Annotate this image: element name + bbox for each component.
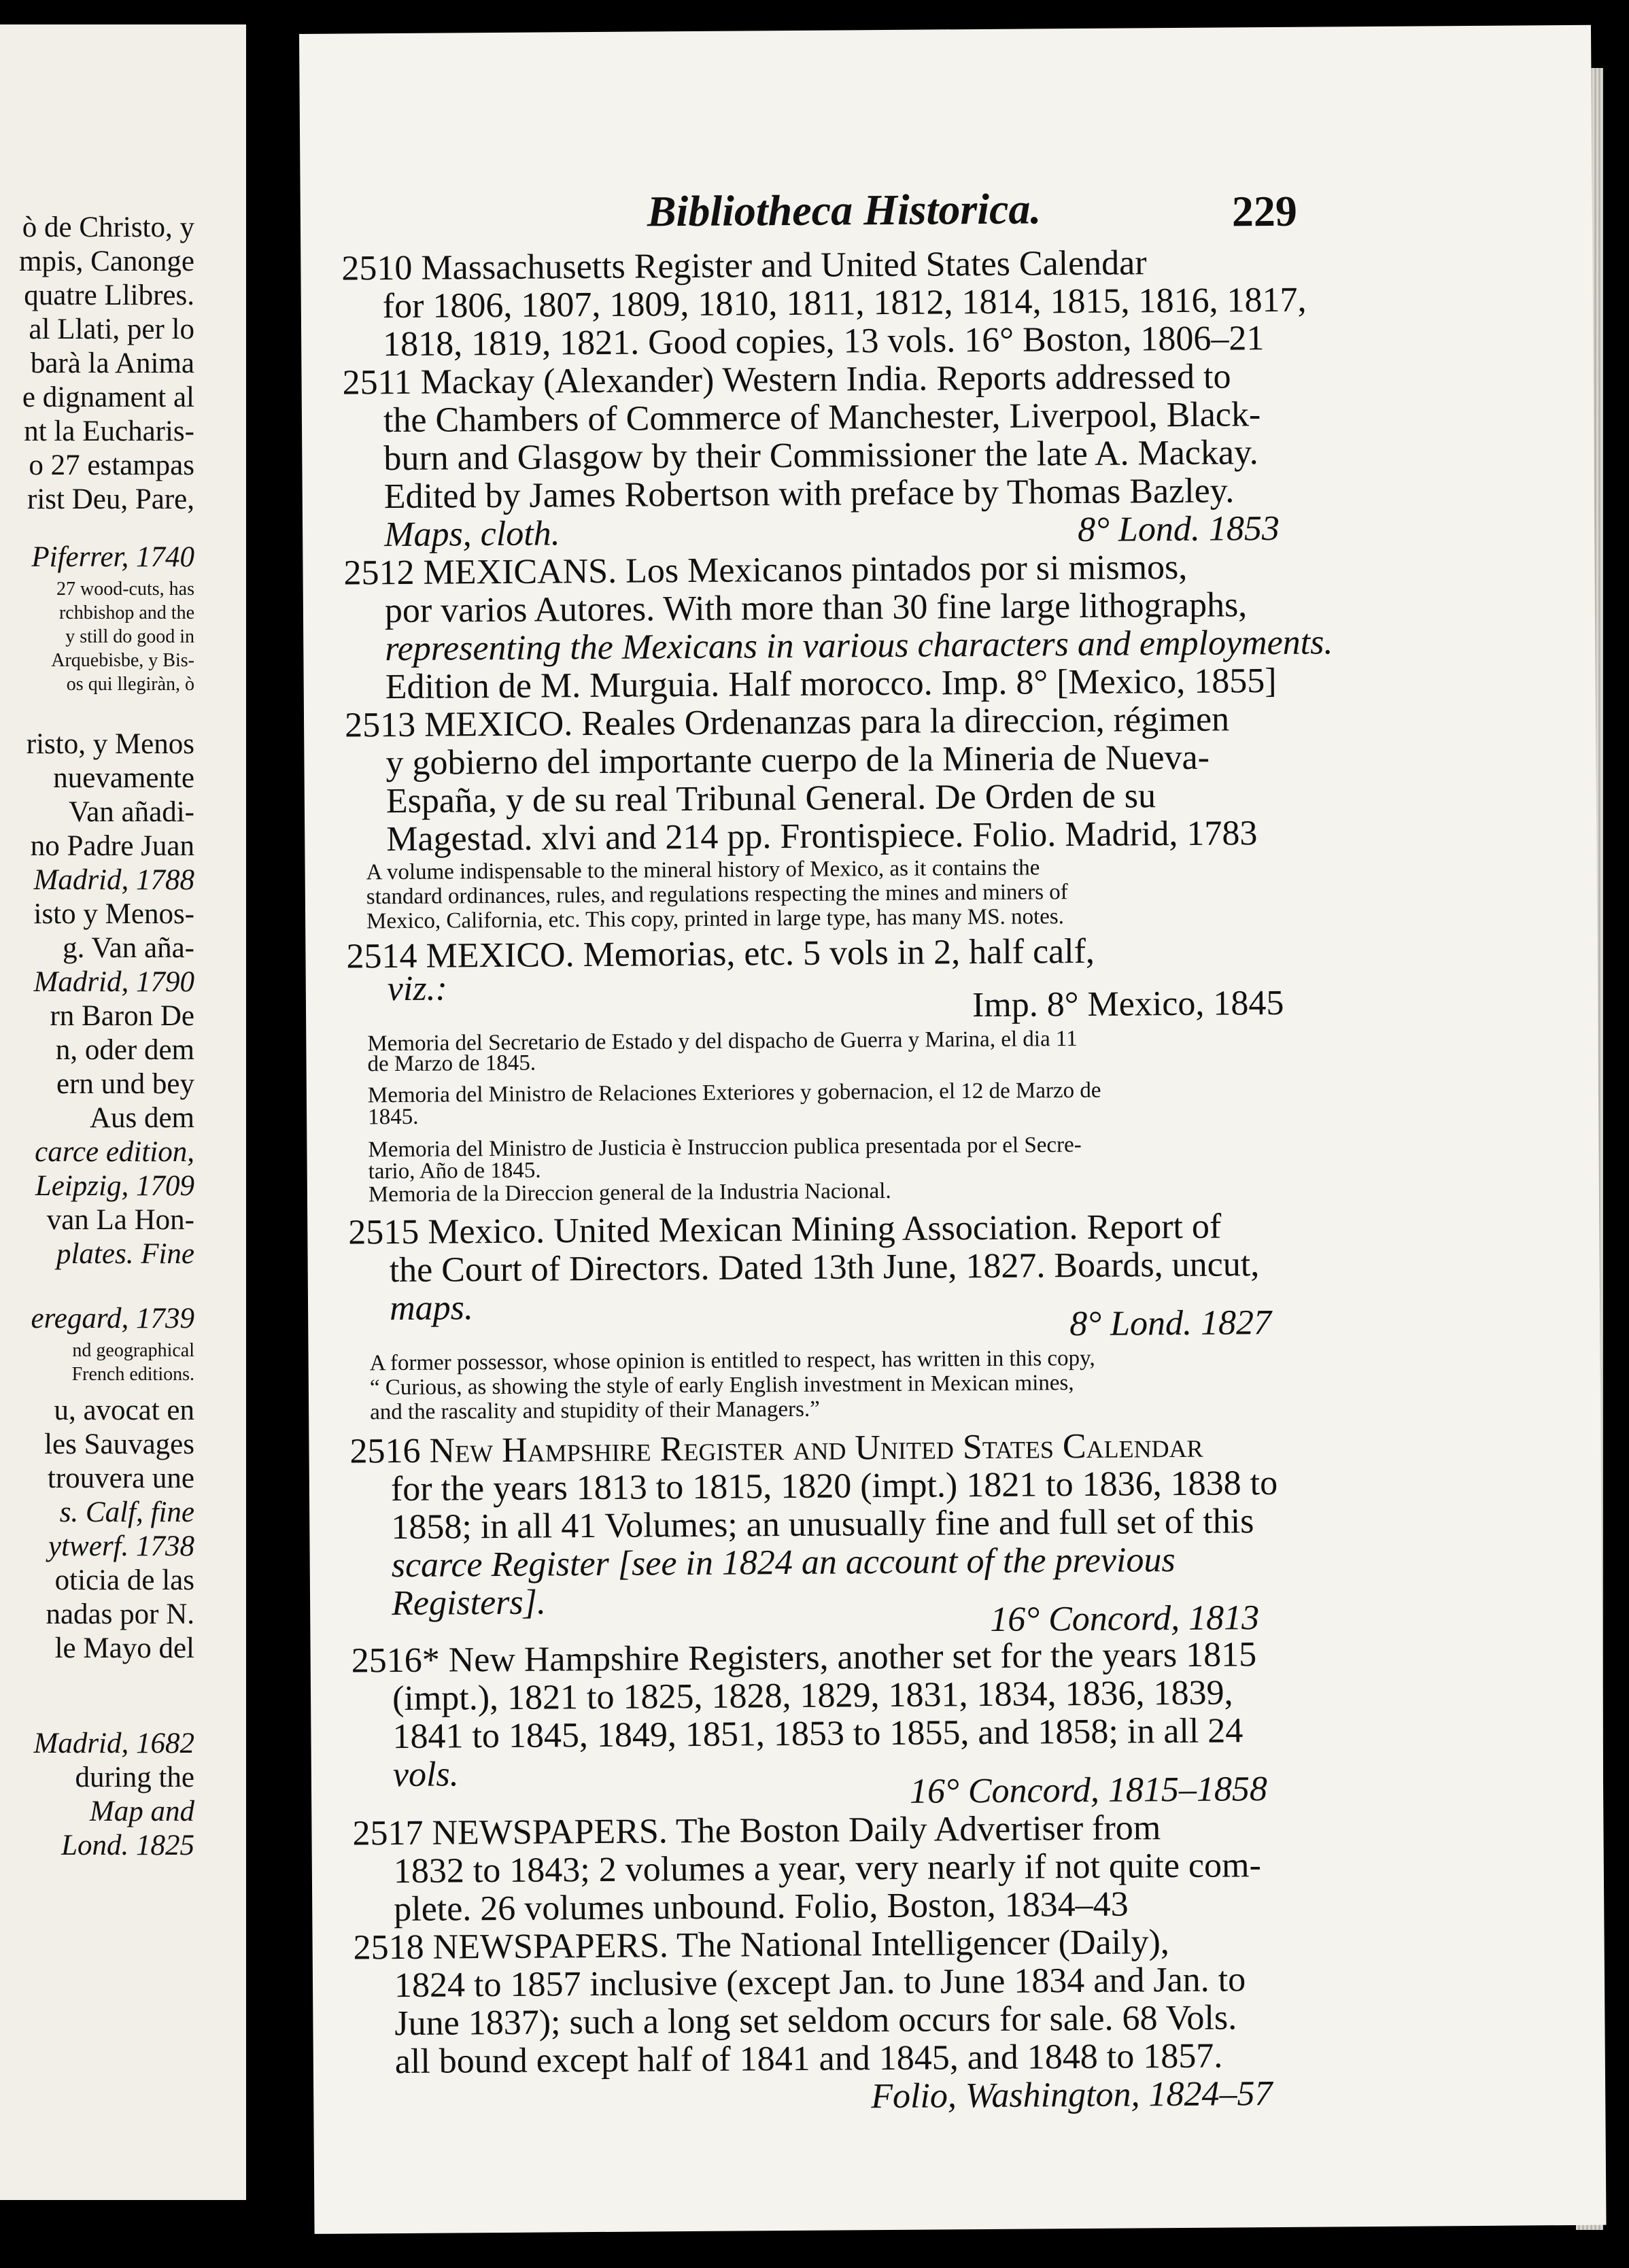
entry-line: (impt.), 1821 to 1825, 1828, 1829, 1831, 1834, 1836, 1839, [392,1673,1233,1719]
entry-note-line: Memoria del Ministro de Relaciones Exteriores y gobernacion, el 12 de Marzo de [367,1078,1101,1108]
left-line: y still do good in [65,626,194,647]
entry-line: plete. 26 volumes unbound. Folio, Boston, 1834–43 [394,1885,1129,1929]
left-line: rchbishop and the [58,602,194,623]
left-line: oticia de las [54,1564,194,1596]
left-line: trouvera une [47,1462,194,1494]
left-line: isto y Menos- [33,898,194,930]
left-line: Madrid, 1790 [33,966,194,998]
left-line: nd geographical [72,1340,194,1361]
left-line: nt la Eucharis- [24,415,194,447]
left-line: Madrid, 1788 [33,864,194,896]
entry-line: 2516* New Hampshire Registers, another set for the years 1815 [351,1635,1257,1681]
entry-note-line: Mexico, California, etc. This copy, printed in large type, has many MS. notes. [366,904,1065,934]
entry-line: Folio, Washington, 1824–57 [871,2074,1273,2116]
entry-line: por varios Autores. With more than 30 fine large lithographs, [384,585,1248,631]
entry-line: Imp. 8° Mexico, 1845 [972,983,1284,1025]
entry-note-line: A former possessor, whose opinion is entitled to respect, has written in this copy, [369,1345,1095,1376]
left-line: ò de Christo, y [22,211,194,243]
left-line: o 27 estampas [29,449,194,481]
left-line: al Llati, per lo [29,313,194,345]
right-page [299,25,1607,2234]
entry-line: 2514 MEXICO. Memorias, etc. 5 vols in 2, half calf, [346,931,1095,976]
entry-line: 2511 Mackay (Alexander) Western India. Reports addressed to [342,357,1231,402]
left-line: Van añadi- [68,796,194,828]
entry-line: for 1806, 1807, 1809, 1810, 1811, 1812, 1814, 1815, 1816, 1817, [382,280,1307,326]
left-line: ytwerf. 1738 [48,1530,194,1562]
entry-line: Edition de M. Murguia. Half morocco. Imp. 8° [Mexico, 1855] [385,661,1277,707]
entry-line: España, y de su real Tribunal General. De Orden de su [385,776,1156,821]
entry-line: 2515 Mexico. United Mexican Mining Association. Report of [348,1207,1222,1252]
left-line: rn Baron De [50,1000,194,1032]
left-line: Arquebisbe, y Bis- [51,650,194,671]
left-page-fragment [0,24,248,2200]
entry-line: 1858; in all 41 Volumes; an unusually fine and full set of this [391,1502,1254,1547]
left-line: plates. Fine [56,1238,194,1270]
entry-line: Registers]. [391,1583,547,1623]
left-line: Piferrer, 1740 [31,541,194,573]
left-line: risto, y Menos [26,728,194,760]
left-line: ern und bey [56,1068,194,1100]
catalogue-entries [341,243,1333,2116]
entry-note-line: Memoria de la Direccion general de la Industria Nacional. [368,1178,891,1207]
left-line: quatre Llibres. [24,279,194,311]
entry-line: 2512 MEXICANS. Los Mexicanos pintados por si mismos, [343,547,1188,593]
left-line: g. Van aña- [63,932,194,964]
left-line: Madrid, 1682 [33,1728,194,1759]
entry-line: 1832 to 1843; 2 volumes a year, very nearly if not quite com- [393,1846,1261,1891]
entry-line: 2510 Massachusetts Register and United States Calendar [341,243,1147,288]
entry-line: all bound except half of 1841 and 1845, and 1848 to 1857. [394,2036,1223,2082]
entry-note-line: “ Curious, as showing the style of early English investment in Mexican mines, [369,1371,1074,1401]
left-line: van La Hon- [46,1204,194,1236]
page-header [301,180,1593,243]
entry-line: Magestad. xlvi and 214 pp. Frontispiece. Folio. Madrid, 1783 [386,814,1258,859]
entry-line: 8° Lond. 1827 [1069,1303,1272,1344]
entry-note-line: Memoria del Secretario de Estado y del dispacho de Guerra y Marina, el dia 11 [367,1027,1078,1056]
left-line: no Padre Juan [30,830,194,862]
left-line: os qui llegiràn, ò [66,674,194,695]
left-line: nuevamente [53,762,194,794]
left-line: Map and [89,1796,194,1827]
entry-line: June 1837); such a long set seldom occurs for sale. 68 Vols. [394,1998,1237,2044]
entry-line: Edited by James Robertson with preface by Thomas Bazley. [383,471,1235,517]
entry-note-line: A volume indispensable to the mineral history of Mexico, as it contains the [366,855,1040,885]
left-line: rist Deu, Pare, [27,483,194,515]
left-line: French editions. [71,1364,194,1385]
entry-line: 2516 New Hampshire Register and United States Calendar [349,1426,1203,1471]
entry-note-line: standard ordinances, rules, and regulations respecting the mines and miners of [366,880,1068,910]
entry-note-line: and the rascality and stupidity of their Managers.” [370,1396,820,1425]
entry-line: 2518 NEWSPAPERS. The National Intelligencer (Daily), [353,1923,1169,1968]
entry-line: for the years 1813 to 1815, 1820 (impt.) 1821 to 1836, 1838 to [390,1464,1278,1509]
left-line: s. Calf, fine [59,1496,194,1528]
left-line: nadas por N. [46,1598,194,1630]
entry-line: 2513 MEXICO. Reales Ordenanzas para la direccion, régimen [344,700,1230,745]
page-number: 229 [1231,186,1298,236]
entry-line: 2517 NEWSPAPERS. The Boston Daily Advertiser from [352,1808,1161,1853]
entry-note-line: de Marzo de 1845. [367,1050,536,1077]
left-line: during the [75,1762,194,1793]
entry-note-line: Memoria del Ministro de Justicia è Instruccion publica presentada por el Secre- [368,1133,1082,1163]
left-line: e dignament al [22,381,194,413]
entry-line: scarce Register [see in 1824 an account of the previous [391,1541,1176,1585]
entry-line: 8° Lond. 1853 [1077,509,1280,550]
left-line: les Sauvages [44,1428,194,1460]
entry-line: viz.: [387,969,448,1009]
running-title: Bibliotheca Historica. [647,184,1042,236]
entry-line: maps. [389,1288,474,1328]
entry-line: Maps, cloth. [383,514,560,555]
book-gutter [246,0,301,2268]
left-line: u, avocat en [54,1394,194,1426]
left-line: n, oder dem [55,1034,194,1066]
left-line: barà la Anima [30,347,194,379]
left-line: le Mayo del [54,1632,194,1664]
entry-line: 16° Concord, 1813 [990,1598,1260,1639]
left-line: 27 wood-cuts, has [56,579,194,600]
entry-line: y gobierno del importante cuerpo de la Mineria de Nueva- [385,738,1210,783]
entry-line: 1824 to 1857 inclusive (except Jan. to June 1834 and Jan. to [394,1960,1246,2006]
entry-line: 16° Concord, 1815–1858 [909,1770,1268,1811]
left-line: mpis, Canonge [19,245,194,277]
entry-line: 1841 to 1845, 1849, 1851, 1853 to 1855, and 1858; in all 24 [392,1711,1244,1757]
left-line: carce edition, [35,1136,194,1168]
left-line: Aus dem [89,1102,194,1134]
entry-line: the Chambers of Commerce of Manchester, Liverpool, Black- [383,395,1261,441]
entry-line: representing the Mexicans in various characters and employments. [385,623,1333,669]
left-line: Lond. 1825 [61,1829,194,1861]
entry-line: burn and Glasgow by their Commissioner the late A. Mackay. [383,433,1258,479]
left-line: Leipzig, 1709 [35,1170,194,1202]
left-line: eregard, 1739 [31,1303,194,1335]
entry-note-line: tario, Año de 1845. [368,1158,541,1184]
entry-line: the Court of Directors. Dated 13th June, 1827. Boards, uncut, [389,1245,1260,1290]
entry-line: 1818, 1819, 1821. Good copies, 13 vols. 16° Boston, 1806–21 [382,319,1265,364]
entry-line: vols. [392,1755,459,1795]
entry-note-line: 1845. [368,1104,419,1130]
